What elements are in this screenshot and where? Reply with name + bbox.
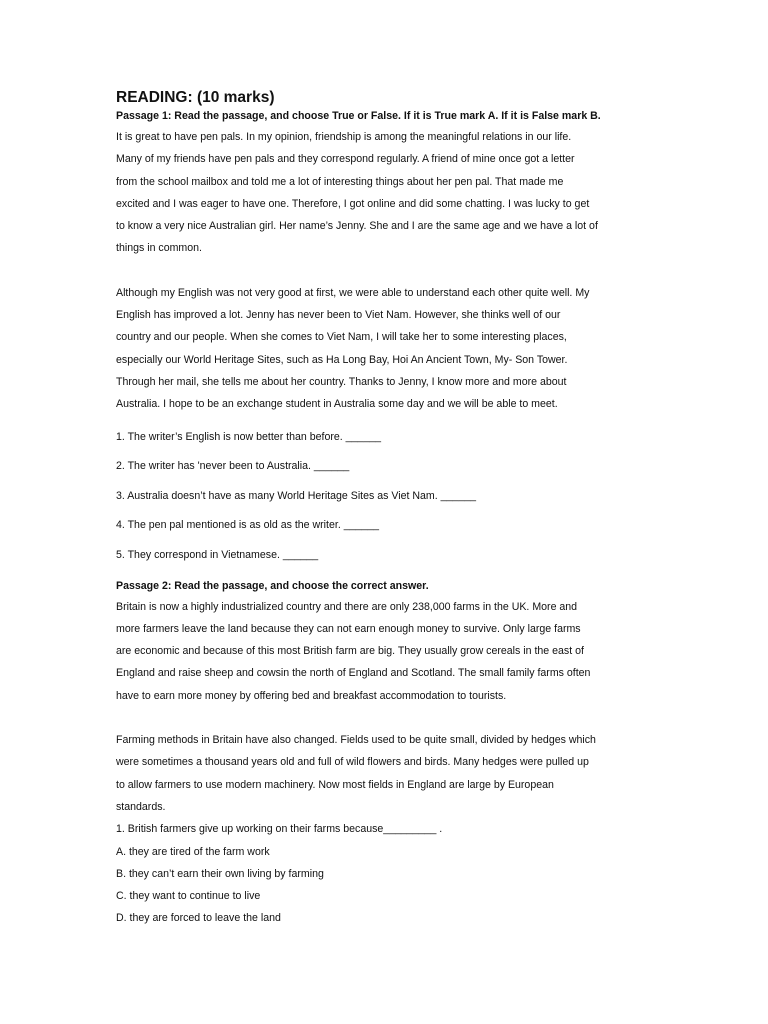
text-line: have to earn more money by offering bed and breakfast accommodation to tourists. xyxy=(116,689,507,702)
answer-option-a: A. they are tired of the farm work xyxy=(116,845,270,858)
paragraph-gap xyxy=(116,416,656,430)
paragraph-gap xyxy=(116,707,656,729)
text-line: are economic and because of this most British farm are big. They usually grow cereals in the east of xyxy=(116,645,584,658)
passage1-instruction: Passage 1: Read the passage, and choose True or False. If it is True mark A. If it is False mark B. xyxy=(116,110,601,122)
true-false-question-3: 3. Australia doesn’t have as many World Heritage Sites as Viet Nam. ______ xyxy=(116,489,476,502)
true-false-question-2: 2. The writer has 'never been to Australia. ______ xyxy=(116,460,350,473)
answer-option-b: B. they can’t earn their own living by farming xyxy=(116,867,324,880)
text-line: Although my English was not very good at first, we were able to understand each other quite well. My xyxy=(116,286,590,299)
passage2-instruction: Passage 2: Read the passage, and choose the correct answer. xyxy=(116,579,429,592)
text-line: standards. xyxy=(116,800,166,813)
text-line: were sometimes a thousand years old and full of wild flowers and birds. Many hedges were pulled up xyxy=(116,756,589,769)
answer-option-c: C. they want to continue to live xyxy=(116,890,261,903)
text-line: to know a very nice Australian girl. Her name’s Jenny. She and I are the same age and we have a lot of xyxy=(116,220,598,233)
text-line: excited and I was eager to have one. Therefore, I got online and did some chatting. I was lucky to get xyxy=(116,197,590,210)
passage2-paragraph-2 xyxy=(116,729,656,818)
text-line: Britain is now a highly industrialized country and there are only 238,000 farms in the UK. More and xyxy=(116,600,578,613)
text-line: to allow farmers to use modern machinery. Now most fields in England are large by European xyxy=(116,778,554,791)
text-line: from the school mailbox and told me a lot of interesting things about her pen pal. That made me xyxy=(116,175,564,188)
text-line: English has improved a lot. Jenny has never been to Viet Nam. However, she thinks well of our xyxy=(116,309,561,322)
text-line: Australia. I hope to be an exchange student in Australia some day and we will be able to meet. xyxy=(116,398,558,411)
worksheet-page xyxy=(116,88,656,930)
text-line: Through her mail, she tells me about her country. Thanks to Jenny, I know more and more about xyxy=(116,375,567,388)
text-line: country and our people. When she comes to Viet Nam, I will take her to some interesting places, xyxy=(116,331,567,344)
paragraph-gap xyxy=(116,260,656,282)
passage1-paragraph-2 xyxy=(116,282,656,416)
passage2-question-1 xyxy=(116,818,656,929)
text-line: more farmers leave the land because they can not earn enough money to survive. Only large farms xyxy=(116,622,581,635)
text-line: It is great to have pen pals. In my opinion, friendship is among the meaningful relations in our life. xyxy=(116,131,572,143)
text-line: England and raise sheep and cowsin the north of England and Scotland. The small family farms often xyxy=(116,667,591,680)
passage1-paragraph-1 xyxy=(116,126,656,260)
text-line: Many of my friends have pen pals and they correspond regularly. A friend of mine once got a letter xyxy=(116,153,575,166)
question-stem: 1. British farmers give up working on their farms because_________ . xyxy=(116,823,443,836)
passage1-questions xyxy=(116,430,656,562)
page-title: READING: (10 marks) xyxy=(116,89,275,106)
text-line: especially our World Heritage Sites, such as Ha Long Bay, Hoi An Ancient Town, My- Son Tower. xyxy=(116,353,568,366)
answer-option-d: D. they are forced to leave the land xyxy=(116,912,281,925)
text-line: Farming methods in Britain have also changed. Fields used to be quite small, divided by hedges which xyxy=(116,734,596,747)
true-false-question-1: 1. The writer’s English is now better than before. ______ xyxy=(116,430,382,443)
passage2-paragraph-1 xyxy=(116,596,656,707)
true-false-question-5: 5. They correspond in Vietnamese. ______ xyxy=(116,548,319,561)
true-false-question-4: 4. The pen pal mentioned is as old as the writer. ______ xyxy=(116,519,380,532)
text-line: things in common. xyxy=(116,242,202,255)
